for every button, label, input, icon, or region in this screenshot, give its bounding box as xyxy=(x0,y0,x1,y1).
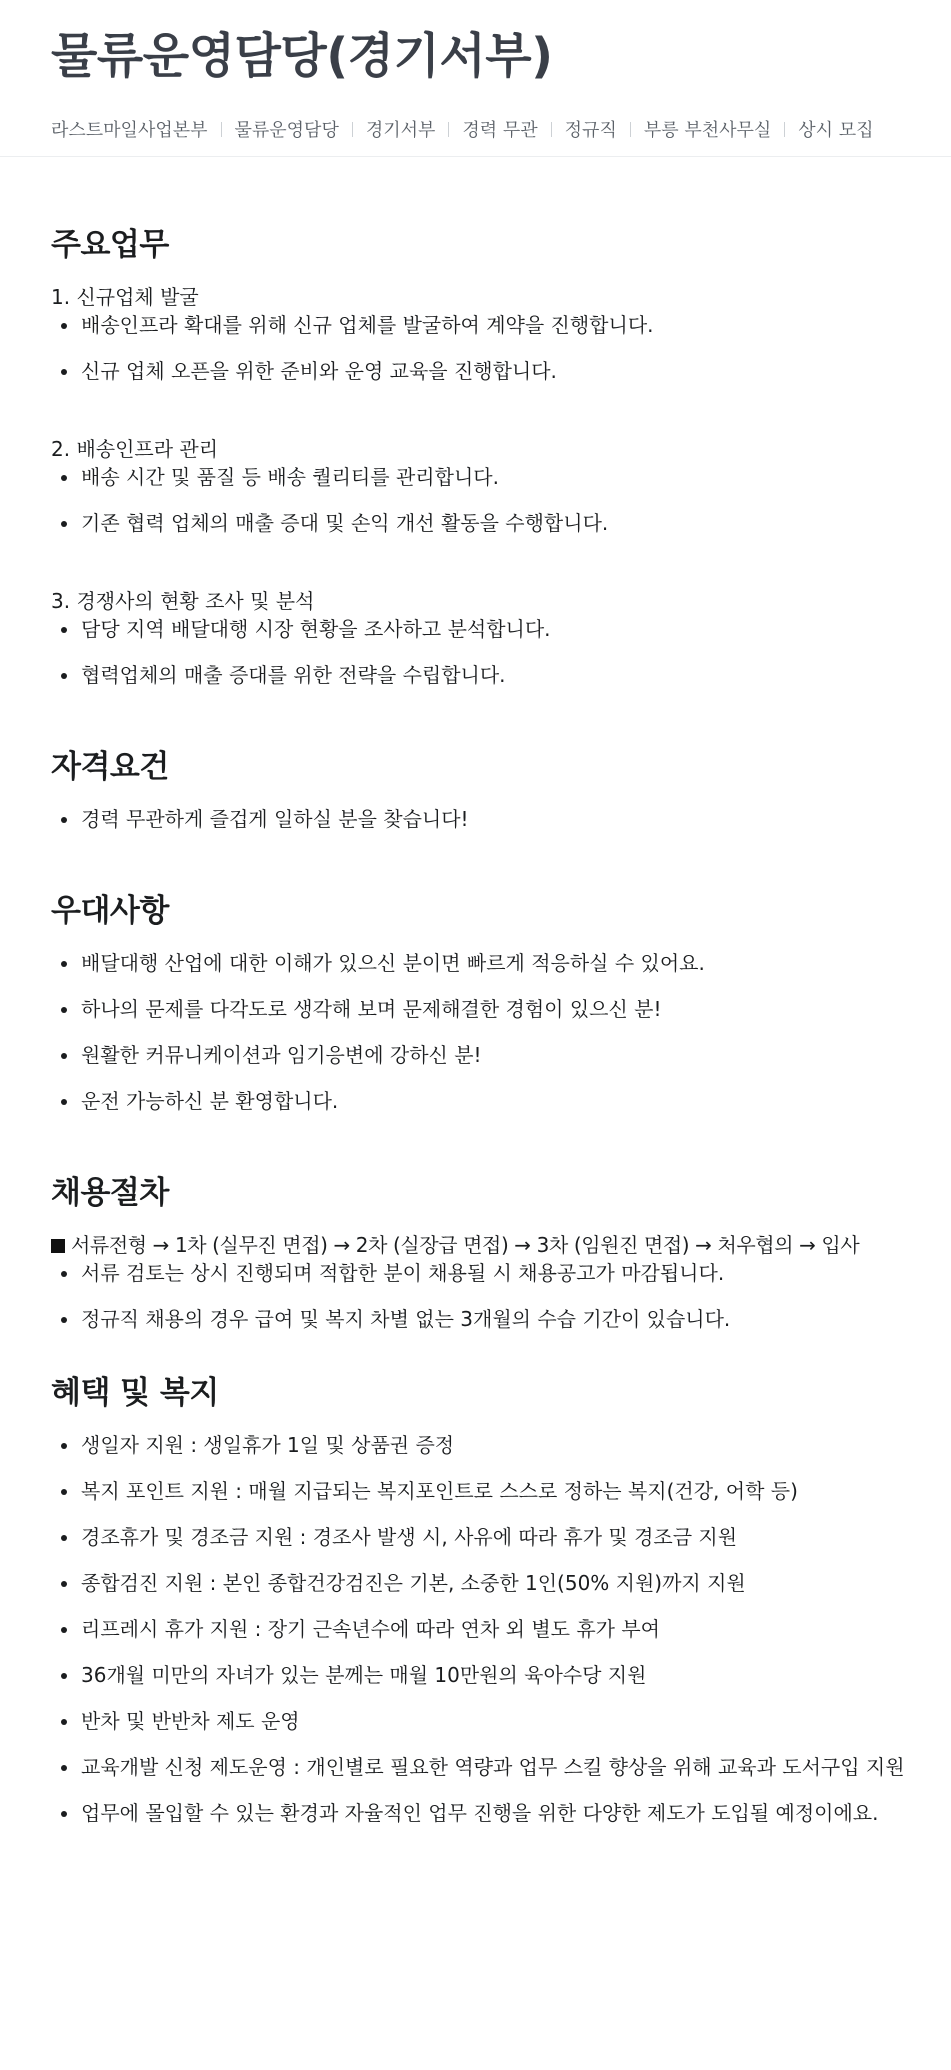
duty-list xyxy=(51,311,900,385)
tag-divider xyxy=(784,122,785,137)
list-item: 경력 무관하게 즐겁게 일하실 분을 찾습니다! xyxy=(51,805,900,833)
list-item: 반차 및 반반차 제도 운영 xyxy=(51,1707,900,1735)
section-benefits xyxy=(51,1373,905,1827)
section-heading-duties: 주요업무 xyxy=(51,227,169,263)
list-item: 종합검진 지원 : 본인 종합건강검진은 기본, 소중한 1인(50% 지원)까지 지원 xyxy=(51,1569,900,1597)
list-item: 업무에 몰입할 수 있는 환경과 자율적인 업무 진행을 위한 다양한 제도가 도입될 예정이에요. xyxy=(51,1799,900,1827)
section-requirements xyxy=(51,747,900,833)
section-heading-preferred: 우대사항 xyxy=(51,893,169,929)
list-item: 하나의 문제를 다각도로 생각해 보며 문제해결한 경험이 있으신 분! xyxy=(51,995,900,1023)
tag-divider xyxy=(630,122,631,137)
list-item: 리프레시 휴가 지원 : 장기 근속년수에 따라 연차 외 별도 휴가 부여 xyxy=(51,1615,900,1643)
section-heading-requirements: 자격요건 xyxy=(51,749,169,785)
list-item: 배달대행 산업에 대한 이해가 있으신 분이면 빠르게 적응하실 수 있어요. xyxy=(51,949,900,977)
process-steps-text: 서류전형 → 1차 (실무진 면접) → 2차 (실장급 면접) → 3차 (임원진 면접) → 처우협의 → 입사 xyxy=(71,1233,860,1257)
tag-divider xyxy=(448,122,449,137)
list-item: 복지 포인트 지원 : 매월 지급되는 복지포인트로 스스로 정하는 복지(건강, 어학 등) xyxy=(51,1477,900,1505)
list-item: 기존 협력 업체의 매출 증대 및 손익 개선 활동을 수행합니다. xyxy=(51,509,900,537)
section-heading-benefits: 혜택 및 복지 xyxy=(51,1375,219,1411)
list-item: 교육개발 신청 제도운영 : 개인별로 필요한 역량과 업무 스킬 향상을 위해 교육과 도서구입 지원 xyxy=(51,1753,900,1781)
list-item: 배송 시간 및 품질 등 배송 퀄리티를 관리합니다. xyxy=(51,463,900,491)
job-description xyxy=(0,225,951,1827)
tag-region: 경기서부 xyxy=(365,120,436,141)
list-item: 원활한 커뮤니케이션과 임기응변에 강하신 분! xyxy=(51,1041,900,1069)
tag-role: 물류운영담당 xyxy=(234,120,339,141)
job-tags xyxy=(51,116,900,142)
tag-divider xyxy=(551,122,552,137)
section-preferred xyxy=(51,891,900,1115)
list-item: 서류 검토는 상시 진행되며 적합한 분이 채용될 시 채용공고가 마감됩니다. xyxy=(51,1259,900,1287)
list-item: 생일자 지원 : 생일휴가 1일 및 상품권 증정 xyxy=(51,1431,900,1459)
duty-group-title: 2. 배송인프라 관리 xyxy=(51,437,219,461)
list-item: 정규직 채용의 경우 급여 및 복지 차별 없는 3개월의 수습 기간이 있습니다. xyxy=(51,1305,900,1333)
section-duties xyxy=(51,225,900,689)
tag-recruiting: 상시 모집 xyxy=(798,120,874,141)
tag-experience: 경력 무관 xyxy=(462,120,538,141)
list-item: 배송인프라 확대를 위해 신규 업체를 발굴하여 계약을 진행합니다. xyxy=(51,311,900,339)
tag-employment-type: 정규직 xyxy=(564,120,617,141)
requirements-list xyxy=(51,805,900,833)
list-item: 신규 업체 오픈을 위한 준비와 운영 교육을 진행합니다. xyxy=(51,357,900,385)
tag-division: 라스트마일사업본부 xyxy=(51,120,208,141)
section-heading-process: 채용절차 xyxy=(51,1175,169,1211)
process-steps xyxy=(51,1231,900,1259)
list-item: 협력업체의 매출 증대를 위한 전략을 수립합니다. xyxy=(51,661,900,689)
job-title: 물류운영담당(경기서부) xyxy=(51,28,553,84)
tag-office: 부릉 부천사무실 xyxy=(643,120,772,141)
square-bullet-icon xyxy=(51,1239,65,1253)
list-item: 경조휴가 및 경조금 지원 : 경조사 발생 시, 사유에 따라 휴가 및 경조금 지원 xyxy=(51,1523,900,1551)
tag-divider xyxy=(221,122,222,137)
duty-list xyxy=(51,615,900,689)
preferred-list xyxy=(51,949,900,1115)
benefits-list xyxy=(51,1431,905,1827)
list-item: 운전 가능하신 분 환영합니다. xyxy=(51,1087,900,1115)
process-list xyxy=(51,1259,900,1333)
duty-group-title: 3. 경쟁사의 현황 조사 및 분석 xyxy=(51,589,315,613)
duty-list xyxy=(51,463,900,537)
duty-group-title: 1. 신규업체 발굴 xyxy=(51,285,199,309)
job-header xyxy=(0,0,951,157)
list-item: 담당 지역 배달대행 시장 현황을 조사하고 분석합니다. xyxy=(51,615,900,643)
section-process xyxy=(51,1173,900,1333)
tag-divider xyxy=(352,122,353,137)
list-item: 36개월 미만의 자녀가 있는 분께는 매월 10만원의 육아수당 지원 xyxy=(51,1661,900,1689)
